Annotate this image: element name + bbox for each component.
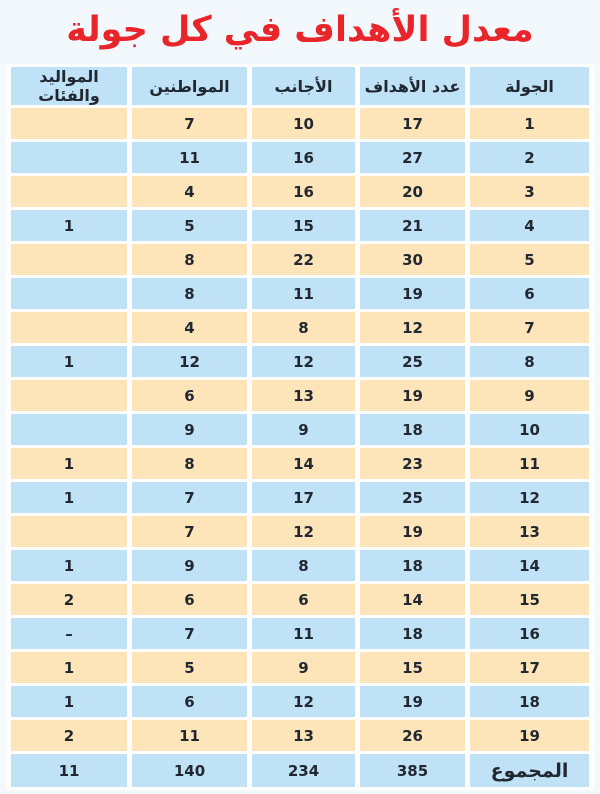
cell-births — [11, 176, 127, 207]
table-row-18 — [11, 686, 589, 717]
cell-round: 18 — [470, 686, 589, 717]
cell-foreigners: 11 — [252, 618, 355, 649]
column-header-foreigners: الأجانب — [252, 67, 355, 105]
cell-citizens: 9 — [132, 414, 247, 445]
cell-citizens: 7 — [132, 516, 247, 547]
cell-round: 8 — [470, 346, 589, 377]
table-row-12 — [11, 482, 589, 513]
cell-goals: 17 — [360, 108, 465, 139]
cell-foreigners: 9 — [252, 652, 355, 683]
table-row-6 — [11, 278, 589, 309]
total-label: المجموع — [470, 754, 589, 787]
cell-births: 1 — [11, 550, 127, 581]
cell-goals: 26 — [360, 720, 465, 751]
cell-births — [11, 516, 127, 547]
cell-births — [11, 312, 127, 343]
cell-citizens: 4 — [132, 312, 247, 343]
table-row-4 — [11, 210, 589, 241]
cell-citizens: 7 — [132, 108, 247, 139]
cell-citizens: 11 — [132, 142, 247, 173]
cell-goals: 15 — [360, 652, 465, 683]
table-row-15 — [11, 584, 589, 615]
table-row-19 — [11, 720, 589, 751]
cell-goals: 27 — [360, 142, 465, 173]
cell-births: 1 — [11, 346, 127, 377]
cell-goals: 20 — [360, 176, 465, 207]
cell-births — [11, 108, 127, 139]
table-row-3 — [11, 176, 589, 207]
cell-foreigners: 8 — [252, 312, 355, 343]
cell-births: – — [11, 618, 127, 649]
cell-citizens: 4 — [132, 176, 247, 207]
table-row-11 — [11, 448, 589, 479]
column-header-citizens: المواطنين — [132, 67, 247, 105]
cell-round: 2 — [470, 142, 589, 173]
cell-citizens: 6 — [132, 380, 247, 411]
cell-foreigners: 12 — [252, 346, 355, 377]
total-births: 11 — [11, 754, 127, 787]
page-title: معدل الأهداف في كل جولة — [66, 10, 534, 50]
cell-round: 15 — [470, 584, 589, 615]
table-row-14 — [11, 550, 589, 581]
cell-foreigners: 11 — [252, 278, 355, 309]
cell-round: 16 — [470, 618, 589, 649]
cell-foreigners: 13 — [252, 380, 355, 411]
cell-foreigners: 16 — [252, 142, 355, 173]
cell-goals: 23 — [360, 448, 465, 479]
table-row-7 — [11, 312, 589, 343]
cell-citizens: 8 — [132, 244, 247, 275]
cell-goals: 19 — [360, 278, 465, 309]
cell-foreigners: 17 — [252, 482, 355, 513]
cell-round: 1 — [470, 108, 589, 139]
cell-citizens: 12 — [132, 346, 247, 377]
total-foreigners: 234 — [252, 754, 355, 787]
cell-round: 5 — [470, 244, 589, 275]
cell-goals: 18 — [360, 414, 465, 445]
cell-foreigners: 9 — [252, 414, 355, 445]
cell-citizens: 6 — [132, 584, 247, 615]
cell-round: 6 — [470, 278, 589, 309]
cell-round: 9 — [470, 380, 589, 411]
total-row — [11, 754, 589, 787]
table-row-17 — [11, 652, 589, 683]
cell-births — [11, 414, 127, 445]
cell-foreigners: 15 — [252, 210, 355, 241]
table-row-13 — [11, 516, 589, 547]
column-header-round: الجولة — [470, 67, 589, 105]
cell-foreigners: 22 — [252, 244, 355, 275]
cell-goals: 25 — [360, 346, 465, 377]
cell-round: 10 — [470, 414, 589, 445]
table-row-8 — [11, 346, 589, 377]
table-body — [11, 108, 589, 751]
cell-round: 12 — [470, 482, 589, 513]
column-header-goals: عدد الأهداف — [360, 67, 465, 105]
cell-citizens: 8 — [132, 448, 247, 479]
cell-goals: 19 — [360, 380, 465, 411]
table-row-1 — [11, 108, 589, 139]
cell-births: 2 — [11, 584, 127, 615]
cell-round: 7 — [470, 312, 589, 343]
cell-births: 1 — [11, 652, 127, 683]
table-row-10 — [11, 414, 589, 445]
cell-births: 1 — [11, 448, 127, 479]
cell-citizens: 5 — [132, 210, 247, 241]
cell-goals: 18 — [360, 618, 465, 649]
header-row — [11, 67, 589, 105]
cell-round: 17 — [470, 652, 589, 683]
cell-births — [11, 380, 127, 411]
cell-round: 19 — [470, 720, 589, 751]
cell-foreigners: 13 — [252, 720, 355, 751]
cell-round: 11 — [470, 448, 589, 479]
cell-births: 1 — [11, 210, 127, 241]
cell-goals: 25 — [360, 482, 465, 513]
table-row-9 — [11, 380, 589, 411]
total-goals: 385 — [360, 754, 465, 787]
cell-goals: 30 — [360, 244, 465, 275]
cell-goals: 19 — [360, 686, 465, 717]
cell-births — [11, 278, 127, 309]
cell-foreigners: 8 — [252, 550, 355, 581]
cell-citizens: 6 — [132, 686, 247, 717]
cell-foreigners: 12 — [252, 516, 355, 547]
cell-round: 14 — [470, 550, 589, 581]
cell-goals: 18 — [360, 550, 465, 581]
cell-goals: 12 — [360, 312, 465, 343]
cell-births — [11, 244, 127, 275]
cell-citizens: 11 — [132, 720, 247, 751]
cell-goals: 21 — [360, 210, 465, 241]
cell-citizens: 5 — [132, 652, 247, 683]
cell-foreigners: 6 — [252, 584, 355, 615]
cell-citizens: 7 — [132, 482, 247, 513]
cell-round: 3 — [470, 176, 589, 207]
cell-foreigners: 16 — [252, 176, 355, 207]
cell-goals: 14 — [360, 584, 465, 615]
total-citizens: 140 — [132, 754, 247, 787]
cell-citizens: 8 — [132, 278, 247, 309]
cell-foreigners: 14 — [252, 448, 355, 479]
cell-foreigners: 10 — [252, 108, 355, 139]
cell-births — [11, 142, 127, 173]
cell-citizens: 9 — [132, 550, 247, 581]
cell-births: 1 — [11, 482, 127, 513]
cell-round: 4 — [470, 210, 589, 241]
cell-goals: 19 — [360, 516, 465, 547]
table-row-2 — [11, 142, 589, 173]
cell-round: 13 — [470, 516, 589, 547]
cell-births: 2 — [11, 720, 127, 751]
cell-births: 1 — [11, 686, 127, 717]
table-row-16 — [11, 618, 589, 649]
cell-foreigners: 12 — [252, 686, 355, 717]
goals-per-round-table — [6, 64, 594, 790]
column-header-births: المواليد والفئات — [11, 67, 127, 105]
table-row-5 — [11, 244, 589, 275]
cell-citizens: 7 — [132, 618, 247, 649]
